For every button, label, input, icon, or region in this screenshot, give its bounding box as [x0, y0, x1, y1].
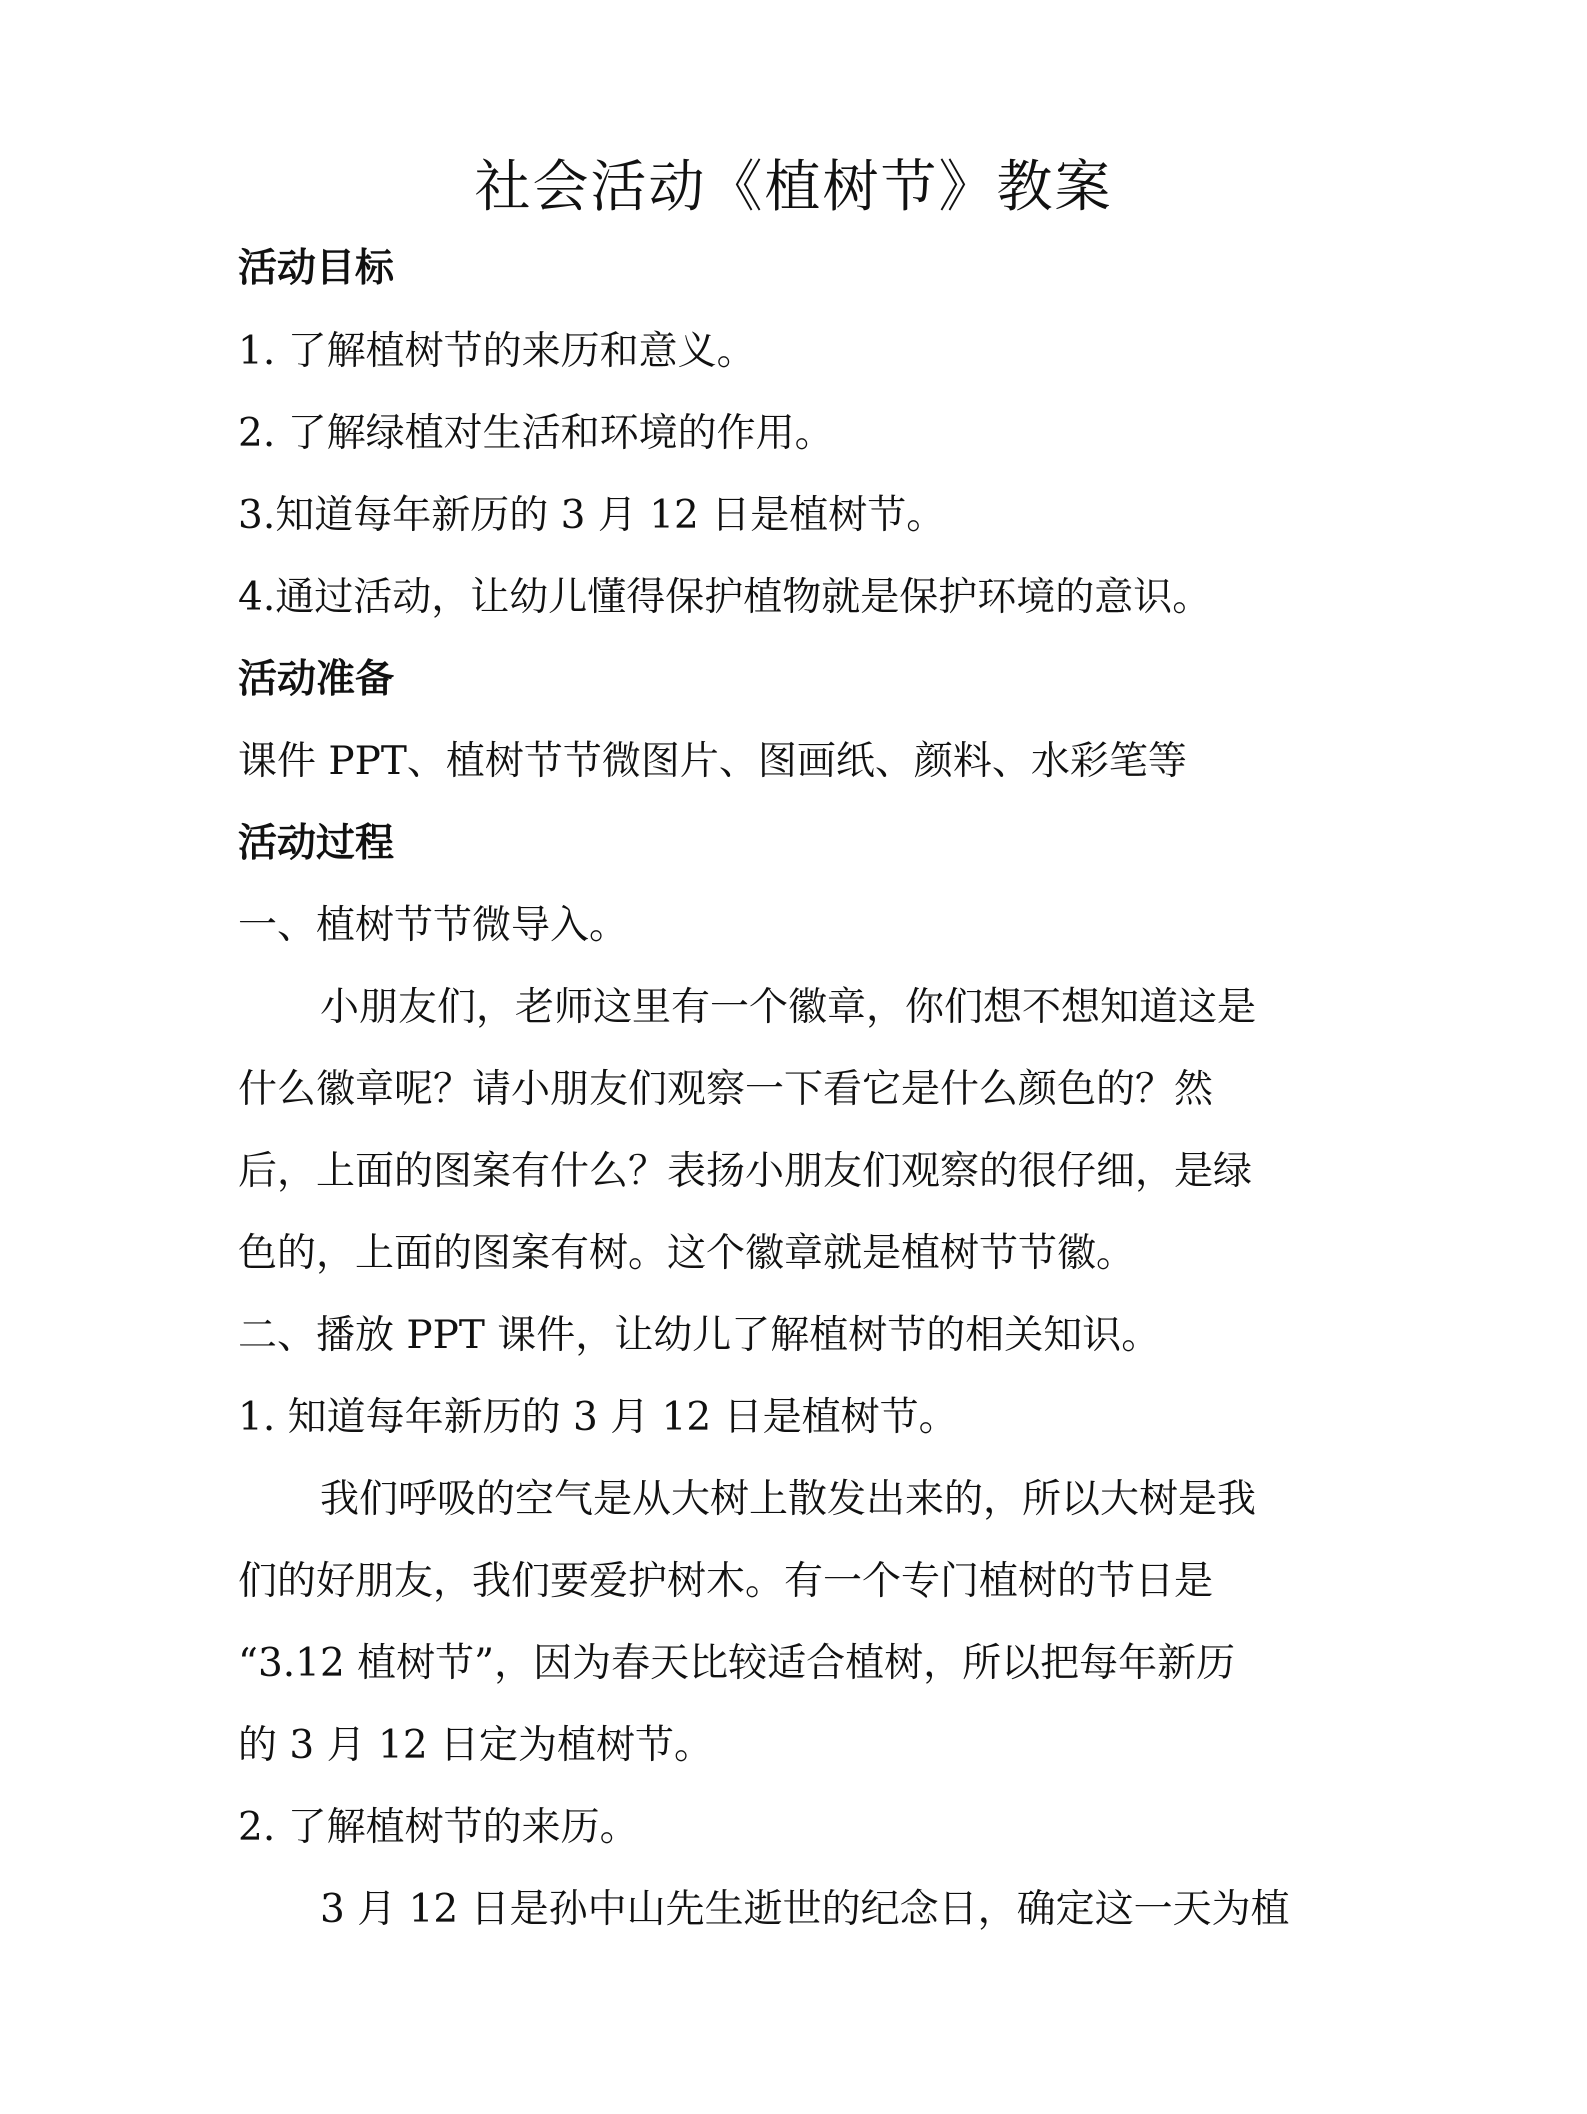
paragraph-line: 后，上面的图案有什么？表扬小朋友们观察的很仔细，是绿 [238, 1149, 1253, 1194]
section-heading-preparation: 活动准备 [238, 657, 395, 702]
sub-step-1: 1. 知道每年新历的 3 月 12 日是植树节。 [238, 1395, 958, 1440]
goal-item-3: 3.知道每年新历的 3 月 12 日是植树节。 [238, 493, 946, 538]
paragraph-line: 的 3 月 12 日定为植树节。 [238, 1723, 714, 1768]
preparation-materials: 课件 PPT、植树节节微图片、图画纸、颜料、水彩笔等 [238, 739, 1187, 784]
paragraph-line: 们的好朋友，我们要爱护树木。有一个专门植树的节日是 [238, 1559, 1214, 1604]
goal-item-1: 1. 了解植树节的来历和意义。 [238, 329, 756, 374]
paragraph-line: “3.12 植树节”，因为春天比较适合植树，所以把每年新历 [238, 1641, 1236, 1686]
paragraph-line: 我们呼吸的空气是从大树上散发出来的，所以大树是我 [320, 1477, 1257, 1522]
sub-step-2: 2. 了解植树节的来历。 [238, 1805, 639, 1850]
section-heading-goals: 活动目标 [238, 246, 395, 291]
goal-item-4: 4.通过活动，让幼儿懂得保护植物就是保护环境的意识。 [238, 575, 1212, 620]
process-step-2: 二、播放 PPT 课件，让幼儿了解植树节的相关知识。 [238, 1313, 1161, 1358]
paragraph-line: 什么徽章呢？请小朋友们观察一下看它是什么颜色的？然 [238, 1067, 1214, 1112]
paragraph-line: 色的，上面的图案有树。这个徽章就是植树节节徽。 [238, 1231, 1136, 1276]
process-step-1: 一、植树节节微导入。 [238, 903, 629, 948]
paragraph-line: 3 月 12 日是孙中山先生逝世的纪念日，确定这一天为植 [320, 1887, 1290, 1932]
paragraph-line: 小朋友们，老师这里有一个徽章，你们想不想知道这是 [320, 985, 1257, 1030]
goal-item-2: 2. 了解绿植对生活和环境的作用。 [238, 411, 834, 456]
document-title: 社会活动《植树节》教案 [474, 155, 1113, 220]
section-heading-process: 活动过程 [238, 821, 395, 866]
